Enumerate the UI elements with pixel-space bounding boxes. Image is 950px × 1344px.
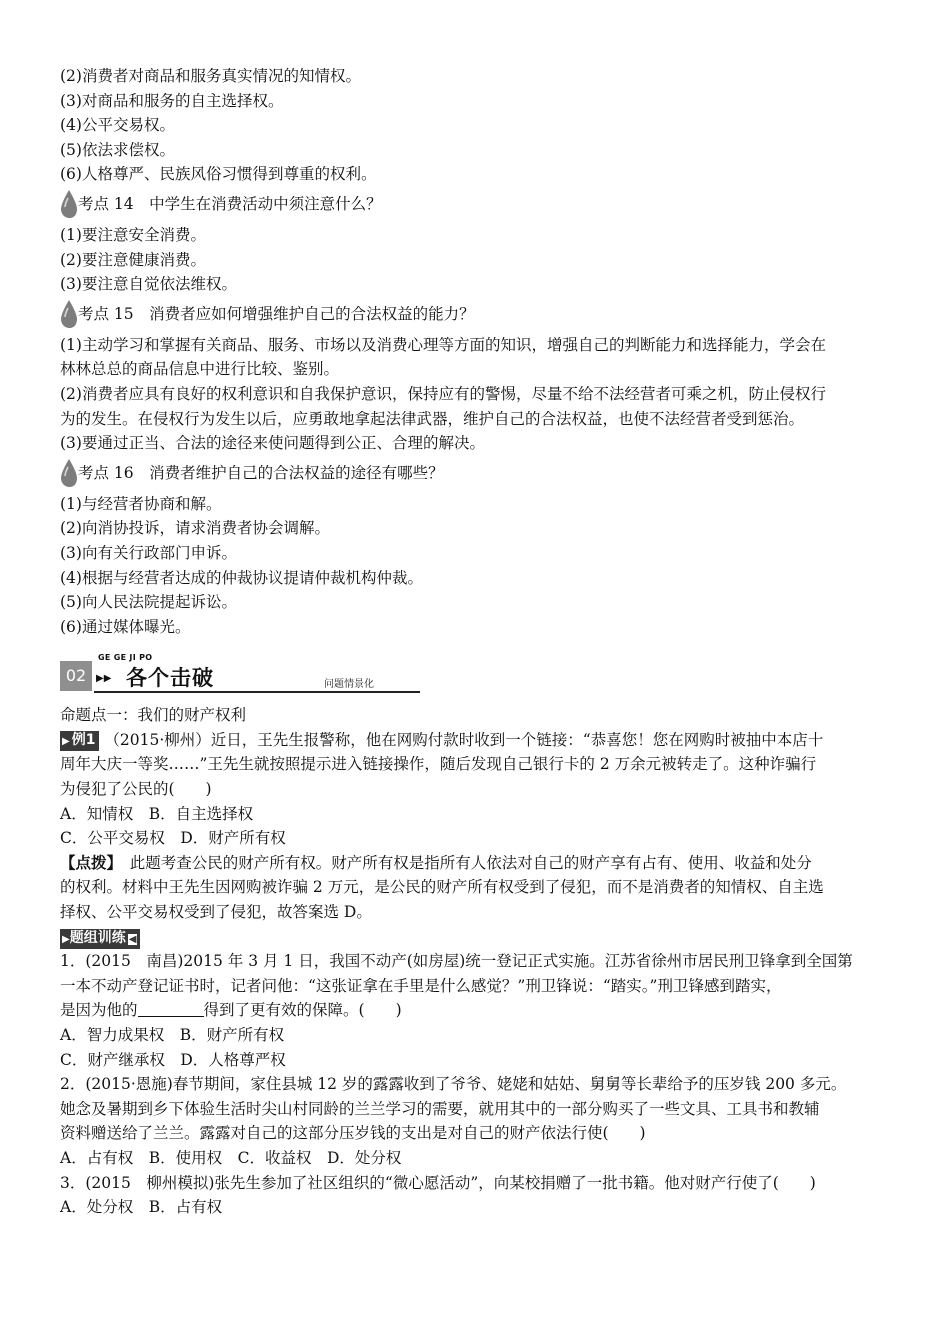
kaodian-15-heading <box>60 299 892 329</box>
question-line: 1．(2015 南昌)2015 年 3 月 1 日，我国不动产(如房屋)统一登记正式实施。江苏省徐州市居民刑卫锋拿到全国第 <box>60 952 853 971</box>
question-line: 一本不动产登记证书时，记者问他：“这张证拿在手里是什么感觉？”刑卫锋说：“踏实。”刑卫锋感到踏实， <box>60 976 782 995</box>
tip-line: 的权利。材料中王先生因网购被诈骗 2 万元，是公民的财产所有权受到了侵犯，而不是消费者的知情权、自主选 <box>60 878 824 897</box>
droplet-icon <box>60 458 82 488</box>
kaodian-16-title: 考点 16 消费者维护自己的合法权益的途径有哪些？ <box>78 463 444 482</box>
section-pinyin: GE GE JI PO <box>98 653 153 663</box>
rights-item: (3)对商品和服务的自主选择权。 <box>60 91 284 110</box>
rights-item: (6)人格尊严、民族风俗习惯得到尊重的权利。 <box>60 165 377 184</box>
example-line: 周年大庆一等奖……”王先生就按照提示进入链接操作，随后发现自己银行卡的 2 万余元被转走了。这种诈骗行 <box>60 755 817 774</box>
tip-label: 【点拨】 <box>60 852 115 872</box>
tip-line: 【点拨】 此题考查公民的财产所有权。财产所有权是指所有人依法对自己的财产享有占有、使用、收益和处分 <box>60 852 812 872</box>
training-tag: ▶题组训练 ◀ <box>60 929 140 949</box>
list-item: (6)通过媒体曝光。 <box>60 617 191 636</box>
example-line: ▶ 例1 （2015·柳州）近日，王先生报警称，他在网购付款时收到一个链接：“恭喜您！您在网购时被抽中本店十 <box>62 730 824 749</box>
question-line: 她念及暑期到乡下体验生活时尖山村同龄的兰兰学习的需要，就用其中的一部分购买了一些文具、工具书和教辅 <box>60 1099 820 1118</box>
list-item: (1)与经营者协商和解。 <box>60 494 222 513</box>
double-arrow-icon: ▶▶ <box>96 673 112 685</box>
section-banner <box>60 653 892 693</box>
list-item: (1)要注意安全消费。 <box>60 225 206 244</box>
list-item: (3)要注意自觉依法维权。 <box>60 275 237 294</box>
section-title: 各个击破 <box>126 666 214 691</box>
droplet-icon <box>60 189 82 219</box>
list-item: (2)要注意健康消费。 <box>60 250 206 269</box>
question-option: C．财产继承权 D．人格尊严权 <box>60 1050 286 1069</box>
training-heading <box>60 925 892 950</box>
rights-item: (2)消费者对商品和服务真实情况的知情权。 <box>60 67 361 85</box>
section-number: 02 <box>60 661 92 691</box>
kaodian-14-heading <box>60 189 892 219</box>
proposition-point: 命题点一：我们的财产权利 <box>60 706 247 725</box>
droplet-icon <box>60 299 82 329</box>
kaodian-14-title: 考点 14 中学生在消费活动中须注意什么？ <box>78 194 382 213</box>
section-subtitle: 问题情景化 <box>324 679 374 691</box>
example-tag: ▶ 例1 <box>60 731 99 751</box>
paragraph-line: (3)要通过正当、合法的途径来使问题得到公正、合理的解决。 <box>60 434 485 453</box>
list-item: (3)向有关行政部门申诉。 <box>60 543 237 562</box>
paragraph-line: 林林总总的商品信息中进行比较、鉴别。 <box>60 360 340 379</box>
tip-line: 择权、公平交易权受到了侵犯，故答案选 D。 <box>60 903 372 922</box>
answer-blank <box>138 1002 204 1017</box>
rights-item: (4)公平交易权。 <box>60 116 175 135</box>
example-line: 为侵犯了公民的( ) <box>60 780 212 799</box>
kaodian-15-title: 考点 15 消费者应如何增强维护自己的合法权益的能力？ <box>78 304 475 323</box>
question-line: 2．(2015·恩施)春节期间，家住县城 12 岁的露露收到了爷爷、姥姥和姑姑、舅舅等长辈给予的压岁钱 200 多元。 <box>60 1075 847 1094</box>
paragraph-line: (1)主动学习和掌握有关商品、服务、市场以及消费心理等方面的知识，增强自己的判断能力和选择能力，学会在 <box>60 335 826 354</box>
kaodian-16-heading <box>60 458 892 488</box>
question-line: 是因为他的 得到了更有效的保障。( ) <box>60 1001 402 1020</box>
list-item: (5)向人民法院提起诉讼。 <box>60 593 237 612</box>
question-option: A．处分权 B．占有权 <box>60 1198 223 1217</box>
question-option: A．智力成果权 B．财产所有权 <box>60 1026 285 1044</box>
question-line: 资料赠送给了兰兰。露露对自己的这部分压岁钱的支出是对自己的财产依法行使( ) <box>60 1124 646 1143</box>
question-option: A．占有权 B．使用权 C．收益权 D．处分权 <box>60 1148 402 1167</box>
play-icon: ▶ <box>62 735 70 747</box>
reverse-play-icon: ◀ <box>128 933 137 945</box>
rights-item: (5)依法求偿权。 <box>60 140 175 159</box>
page-content <box>60 64 892 1220</box>
list-item: (2)向消协投诉，请求消费者协会调解。 <box>60 519 330 538</box>
list-item: (4)根据与经营者达成的仲裁协议提请仲裁机构仲裁。 <box>60 568 423 587</box>
banner-rule <box>94 691 420 693</box>
question-line: 3．(2015 柳州模拟)张先生参加了社区组织的“微心愿活动”，向某校捐赠了一批书籍。他对财产行使了( ) <box>60 1173 816 1192</box>
example-option: C．公平交易权 D．财产所有权 <box>60 829 286 848</box>
paragraph-line: 为的发生。在侵权行为发生以后，应勇敢地拿起法律武器，维护自己的合法权益，也使不法经营者受到惩治。 <box>60 409 805 428</box>
paragraph-line: (2)消费者应具有良好的权利意识和自我保护意识，保持应有的警惕，尽量不给不法经营者可乘之机，防止侵权行 <box>60 384 826 403</box>
example-option: A．知情权 B．自主选择权 <box>60 804 254 823</box>
play-icon: ▶ <box>62 933 70 945</box>
